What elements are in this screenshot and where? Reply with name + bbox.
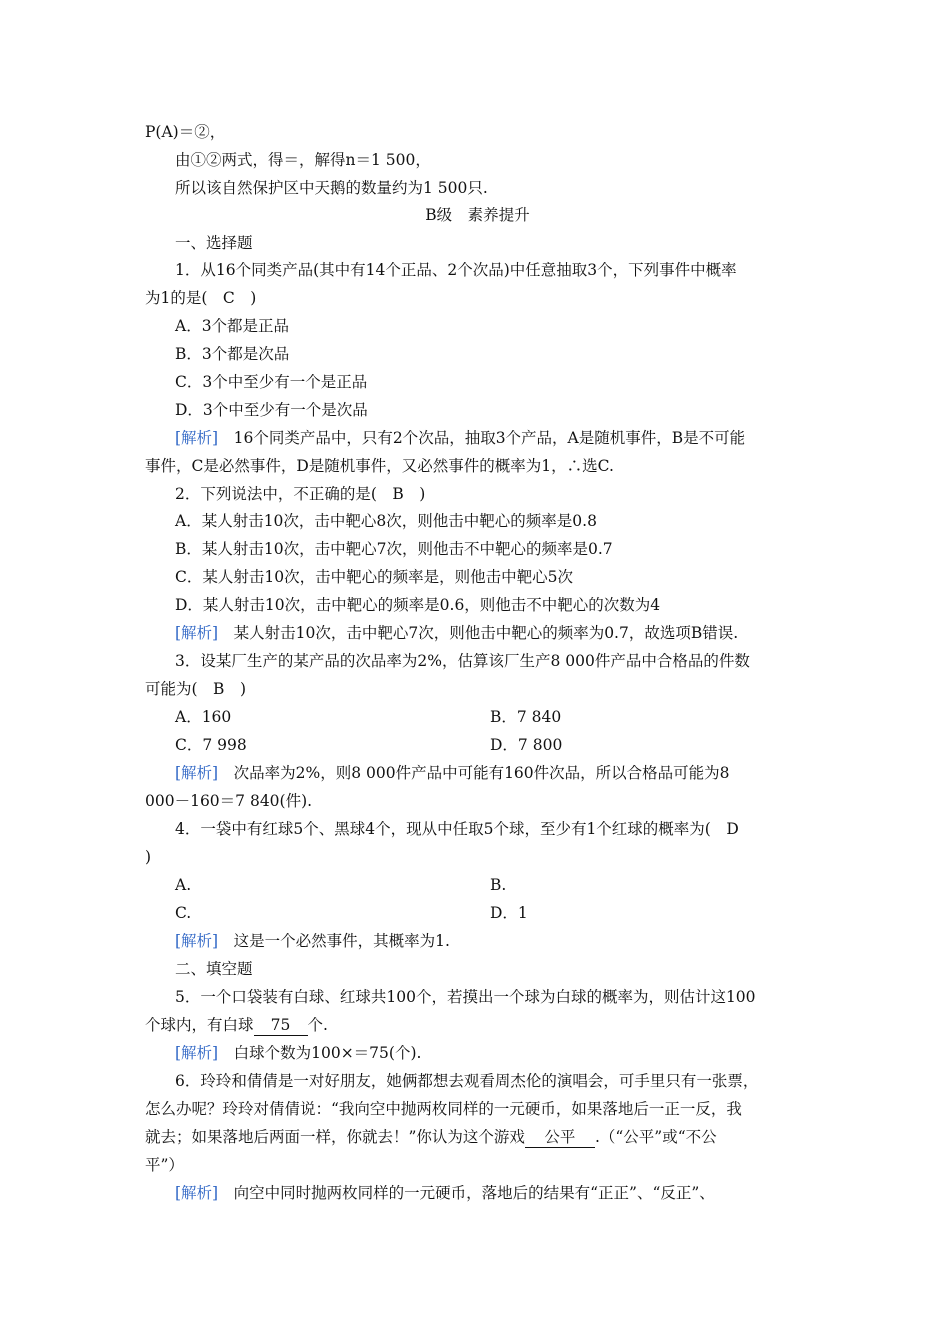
analysis-tag: [解析]: [175, 1044, 219, 1062]
section-heading-choice: 一、选择题: [175, 234, 253, 252]
q1-option-c: C．3个中至少有一个是正品: [175, 373, 368, 391]
q4-analysis-text-1: 这是一个必然事件，其概率为1.: [218, 932, 450, 950]
section-heading-fill: 二、填空题: [175, 960, 253, 978]
q3-option-d: D．7 800: [490, 736, 563, 754]
q1-analysis-line-1: [175, 428, 745, 448]
q6-answer-blank: 公平: [525, 1127, 595, 1148]
q2-option-c: C．某人射击10次，击中靶心的频率是，则他击中靶心5次: [175, 568, 573, 586]
q4-stem-line-1: 4．一袋中有红球5个、黑球4个，现从中任取5个球，至少有1个红球的概率为( D: [175, 820, 739, 838]
q6-stem-line-3: [145, 1127, 717, 1148]
q3-stem-line-1: 3．设某厂生产的某产品的次品率为2%，估算该厂生产8 000件产品中合格品的件数: [175, 652, 750, 670]
q5-analysis-line-1: [175, 1043, 421, 1063]
q4-stem-line-2: ): [145, 848, 152, 866]
q6-stem-line-4: 平”）: [145, 1156, 184, 1174]
q6-stem-text-b: .（“公平”或“不公: [594, 1128, 717, 1146]
q4-option-d: D．1: [490, 904, 528, 922]
q3-analysis-text-1: 次品率为2%，则8 000件产品中可能有160件次品，所以合格品可能为8: [218, 764, 730, 782]
q2-analysis-line-1: [175, 623, 738, 643]
q4-option-b: B.: [490, 876, 507, 894]
q6-stem-line-1: 6．玲玲和倩倩是一对好朋友，她俩都想去观看周杰伦的演唱会，可手里只有一张票，: [175, 1072, 759, 1090]
q5-analysis-text-1: 白球个数为100×＝75(个).: [218, 1044, 422, 1062]
q6-stem-text-a: 就去；如果落地后两面一样，你就去！”你认为这个游戏: [145, 1128, 525, 1146]
analysis-tag: [解析]: [175, 1184, 219, 1202]
q2-stem: 2．下列说法中，不正确的是( B ): [175, 485, 426, 503]
q1-option-a: A．3个都是正品: [175, 317, 290, 335]
analysis-tag: [解析]: [175, 932, 219, 950]
q2-analysis-text-1: 某人射击10次，击中靶心7次，则他击中靶心的频率为0.7，故选项B错误.: [218, 624, 739, 642]
q2-option-d: D．某人射击10次，击中靶心的频率是0.6，则他击不中靶心的次数为4: [175, 596, 661, 614]
q3-analysis-line-1: [175, 763, 730, 783]
q3-option-a: A．160: [175, 708, 232, 726]
analysis-tag: [解析]: [175, 429, 219, 447]
q5-stem-text-b: 个.: [307, 1016, 328, 1034]
analysis-tag: [解析]: [175, 764, 219, 782]
q5-answer-blank: 75: [254, 1015, 308, 1036]
q1-stem-line-2: 为1的是( C ): [145, 289, 257, 307]
q1-analysis-line-2: 事件，C是必然事件，D是随机事件，又必然事件的概率为1，∴选C.: [145, 457, 614, 475]
q2-option-b: B．某人射击10次，击中靶心7次，则他击不中靶心的频率是0.7: [175, 540, 613, 558]
q6-stem-line-2: 怎么办呢？玲玲对倩倩说：“我向空中抛两枚同样的一元硬币，如果落地后一正一反，我: [145, 1100, 742, 1118]
q5-stem-text-a: 个球内，有白球: [145, 1016, 254, 1034]
q2-option-a: A．某人射击10次，击中靶心8次，则他击中靶心的频率是0.8: [175, 512, 597, 530]
q4-option-c: C.: [175, 904, 192, 922]
q3-option-c: C．7 998: [175, 736, 247, 754]
q6-analysis-text-1: 向空中同时抛两枚同样的一元硬币，落地后的结果有“正正”、“反正”、: [218, 1184, 715, 1202]
q6-analysis-line-1: [175, 1183, 715, 1203]
intro-line-2: 由①②两式，得＝，解得n＝1 500，: [175, 151, 431, 169]
analysis-tag: [解析]: [175, 624, 219, 642]
intro-line-1: P(A)＝②，: [145, 123, 226, 141]
level-heading: B级 素养提升: [425, 206, 530, 224]
q3-stem-line-2: 可能为( B ): [145, 680, 246, 698]
q1-stem-line-1: 1．从16个同类产品(其中有14个正品、2个次品)中任意抽取3个，下列事件中概率: [175, 261, 737, 279]
q1-option-b: B．3个都是次品: [175, 345, 290, 363]
q1-option-d: D．3个中至少有一个是次品: [175, 401, 368, 419]
intro-line-3: 所以该自然保护区中天鹅的数量约为1 500只.: [175, 179, 488, 197]
q4-analysis-line-1: [175, 931, 450, 951]
q3-analysis-line-2: 000－160＝7 840(件).: [145, 792, 313, 810]
q5-stem-line-1: 5．一个口袋装有白球、红球共100个，若摸出一个球为白球的概率为，则估计这100: [175, 988, 756, 1006]
q4-option-a: A.: [175, 876, 192, 894]
q1-analysis-text-1: 16个同类产品中，只有2个次品，抽取3个产品，A是随机事件，B是不可能: [218, 429, 746, 447]
q5-stem-line-2: [145, 1015, 328, 1036]
q3-option-b: B．7 840: [490, 708, 562, 726]
